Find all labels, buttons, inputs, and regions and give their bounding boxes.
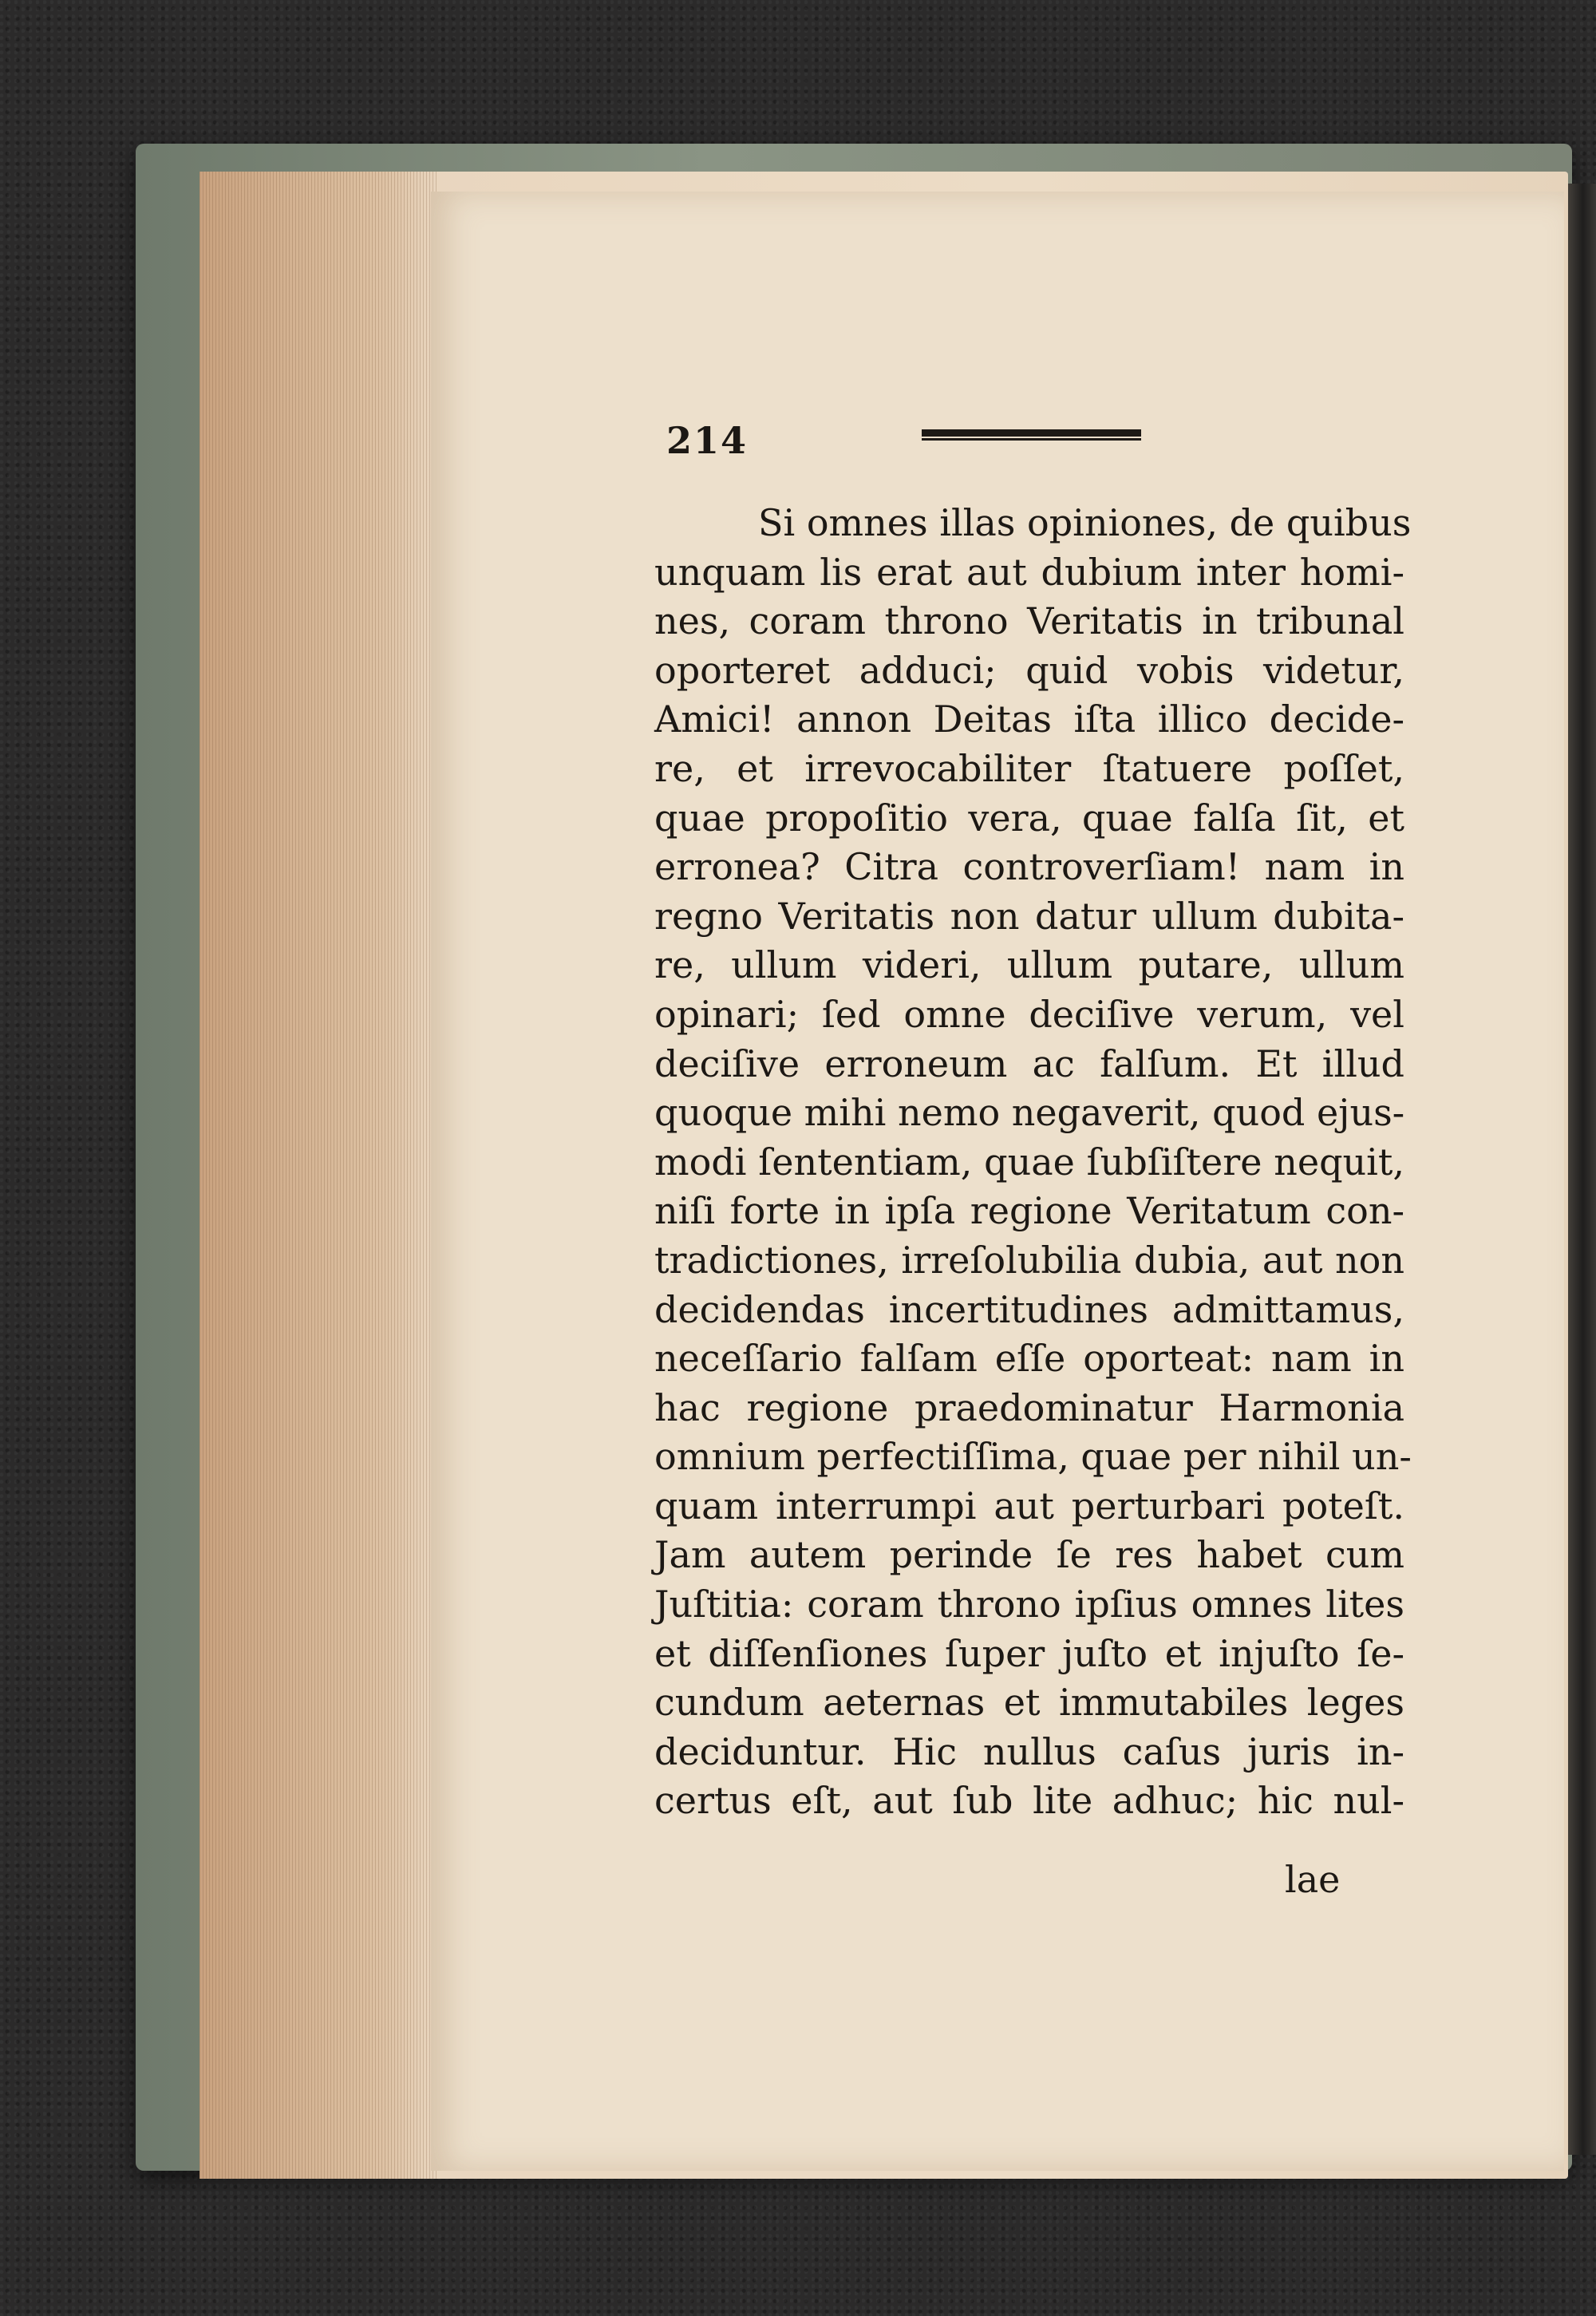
- text-line: Amici! annon Deitas iſta illico decide-: [654, 698, 1404, 741]
- text-line: niſi forte in ipſa regione Veritatum con-: [654, 1189, 1404, 1233]
- text-line: opinari; ſed omne deciſive verum, vel: [654, 992, 1404, 1036]
- text-line: re, ullum videri, ullum putare, ullum: [654, 943, 1404, 987]
- text-line: unquam lis erat aut dubium inter homi-: [654, 550, 1404, 594]
- text-line: quam interrumpi aut perturbari poteſt.: [654, 1484, 1404, 1528]
- text-line: hac regione praedominatur Harmonia: [654, 1385, 1404, 1429]
- text-line: nes, coram throno Veritatis in tribunal: [654, 599, 1404, 643]
- text-line: quae propoſitio vera, quae falſa ſit, et: [654, 796, 1404, 840]
- text-line: quoque mihi nemo negaverit, quod ejus-: [654, 1091, 1405, 1135]
- header-rule: [922, 429, 1141, 441]
- text-line: decidendas incertitudines admittamus,: [654, 1287, 1404, 1331]
- text-line: tradictiones, irreſolubilia dubia, aut non: [654, 1238, 1404, 1282]
- page-edges: [200, 172, 439, 2179]
- text-line: deciſive erroneum ac falſum. Et illud: [654, 1041, 1404, 1085]
- text-line: re, et irrevocabiliter ſtatuere poſſet,: [654, 746, 1404, 790]
- text-line: Si omnes illas opiniones, de quibus: [758, 501, 1412, 544]
- text-line: cundum aeternas et immutabiles leges: [654, 1681, 1404, 1725]
- catchword: lae: [1285, 1858, 1341, 1901]
- text-line: deciduntur. Hic nullus caſus juris in-: [654, 1729, 1404, 1773]
- text-line: regno Veritatis non datur ullum dubita-: [654, 894, 1404, 938]
- text-line: oporteret adduci; quid vobis videtur,: [654, 648, 1404, 692]
- text-line: omnium perfectiſſima, quae per nihil un-: [654, 1435, 1412, 1479]
- page-number: 214: [666, 419, 749, 462]
- text-line: certus eſt, aut ſub lite adhuc; hic nul-: [654, 1779, 1404, 1823]
- text-line: modi ſententiam, quae ſubſiſtere nequit,: [654, 1140, 1404, 1184]
- body-text: [654, 499, 1412, 1826]
- text-line: erronea? Citra controverſiam! nam in: [654, 845, 1404, 889]
- text-line: Jam autem perinde ſe res habet cum: [654, 1533, 1404, 1577]
- text-line: Juſtitia: coram throno ipſius omnes lites: [654, 1583, 1404, 1626]
- text-line: et diſſenſiones ſuper juſto et injuſto ſe-: [654, 1631, 1404, 1675]
- text-line: neceſſario falſam eſſe oporteat: nam in: [654, 1337, 1404, 1381]
